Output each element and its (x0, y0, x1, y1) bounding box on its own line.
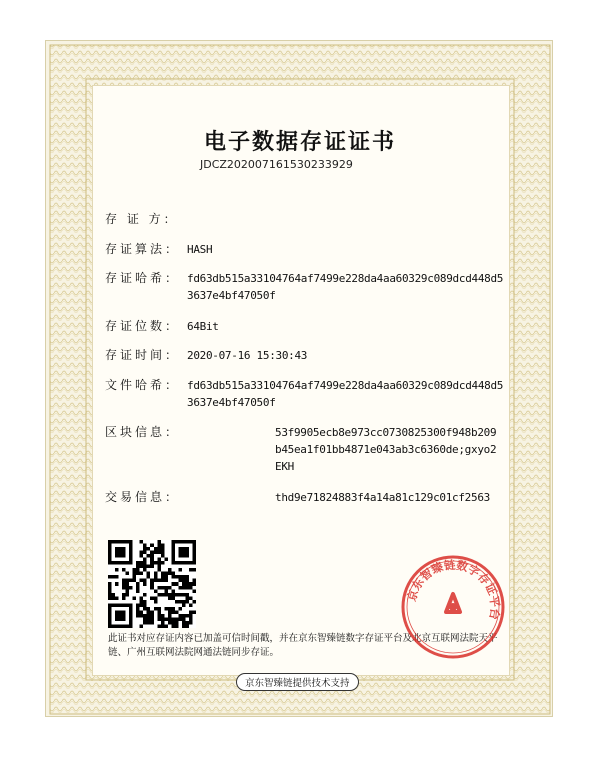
field-value: 2020-07-16 15:30:43 (187, 349, 308, 362)
field-label: 区块信息： (105, 425, 181, 439)
field-label: 文件哈希： (105, 378, 181, 392)
field-value: 64Bit (187, 320, 219, 333)
field-label: 存 证 方： (105, 212, 179, 226)
tech-support-badge: 京东智臻链提供技术支持 (236, 673, 359, 691)
field-label: 存证算法： (105, 242, 181, 256)
field-value: HASH (187, 243, 213, 256)
field-value: fd63db515a33104764af7499e228da4aa60329c089dcd448d53637e4bf47050f (187, 272, 504, 302)
field-label: 存证哈希： (105, 271, 181, 285)
field-label: 存证位数： (105, 319, 181, 333)
certificate-number-value: JDCZ202007161530233929 (200, 158, 353, 171)
svg-text:京东智臻链数字存证平台: 京东智臻链数字存证平台 (404, 557, 503, 621)
field-value: fd63db515a33104764af7499e228da4aa60329c089dcd448d53637e4bf47050f (187, 379, 504, 409)
field-value: 53f9905ecb8e973cc0730825300f948b209b45ea1f01bb4871e043ab3c6360de;gxyo2EKH (275, 426, 497, 473)
official-seal (398, 552, 508, 662)
certificate-number (190, 158, 353, 171)
certificate-title: 电子数据存证证书 (203, 129, 396, 155)
qr-code[interactable] (108, 540, 196, 628)
field-label: 交易信息： (105, 490, 181, 504)
certificate-statement: 此证书对应存证内容已加盖可信时间戳，并在京东智臻链数字存证平台及北京互联网法院天平链、广州互联网法院网通法链同步存证。 (108, 633, 498, 658)
field-value: thd9e71824883f4a14a81c129c01cf2563 (275, 491, 490, 504)
field-label: 存证时间： (105, 348, 181, 362)
